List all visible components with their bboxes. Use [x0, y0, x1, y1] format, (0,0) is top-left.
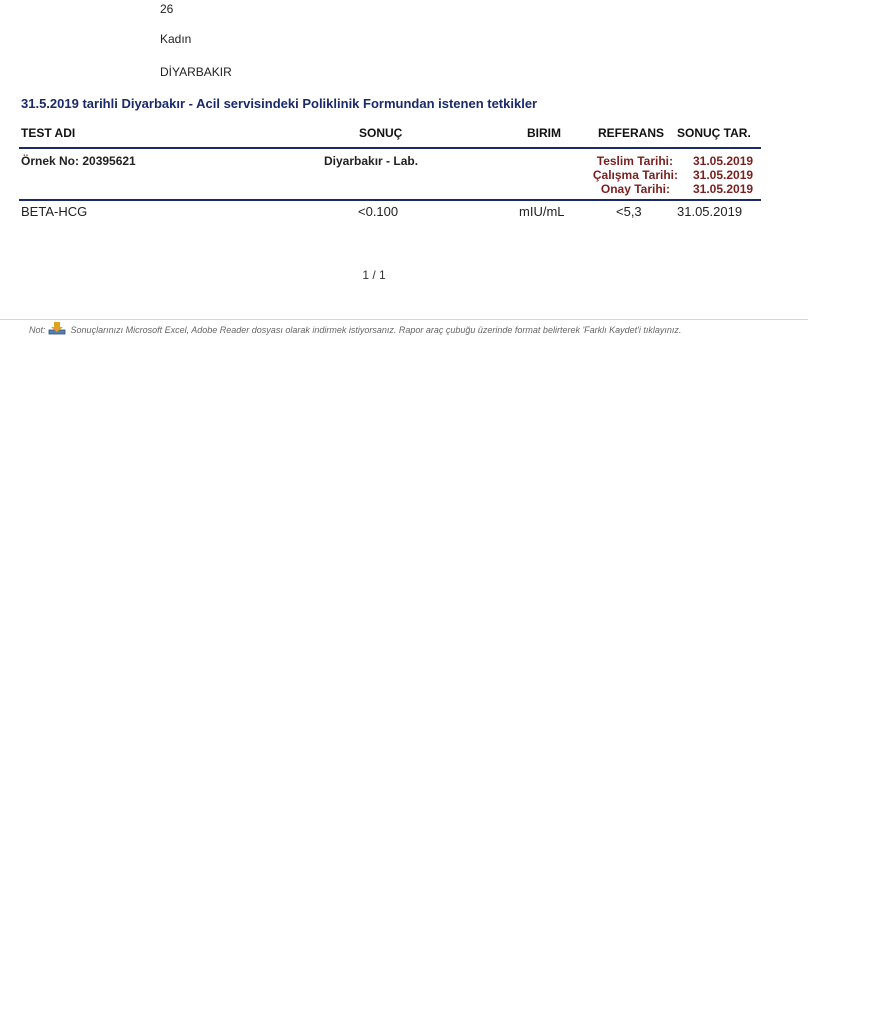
approval-date-label: Onay Tarihi: [600, 182, 670, 196]
download-icon[interactable] [48, 322, 66, 337]
header-result-date: SONUÇ TAR. [677, 126, 751, 140]
header-unit: BIRIM [527, 126, 561, 140]
approval-date-value: 31.05.2019 [693, 182, 754, 196]
page-indicator: 1 / 1 [362, 268, 386, 282]
row-result-date: 31.05.2019 [677, 204, 743, 219]
row-result: <0.100 [358, 204, 399, 219]
section-title: 31.5.2019 tarihli Diyarbakır - Acil servisindeki Poliklinik Formundan istenen tetkikler [21, 96, 538, 111]
sample-number: Örnek No: 20395621 [21, 154, 136, 168]
header-rule [19, 147, 761, 149]
sample-rule [19, 199, 761, 201]
work-date-label: Çalışma Tarihi: [592, 168, 678, 182]
table-row [0, 204, 873, 222]
age-value: 26 [160, 2, 174, 16]
delivery-date-label: Teslim Tarihi: [596, 154, 673, 168]
header-reference: REFERANS [598, 126, 665, 140]
header-result: SONUÇ [359, 126, 403, 140]
gender-value: Kadın [160, 32, 192, 46]
header-test: TEST ADI [21, 126, 76, 140]
delivery-date-value: 31.05.2019 [693, 154, 754, 168]
row-reference: <5,3 [616, 204, 642, 219]
row-unit: mIU/mL [519, 204, 565, 219]
note-prefix: Not: [29, 325, 46, 335]
footer-note [29, 322, 681, 337]
note-text: Sonuçlarınızı Microsoft Excel, Adobe Reader dosyası olarak indirmek istiyorsanız. Rapor araç çubuğu üzerinde format belirterek 'Farklı Kaydet'i tıklayınız. [70, 325, 682, 335]
row-test: BETA-HCG [21, 204, 88, 219]
table-header [0, 126, 873, 144]
work-date-value: 31.05.2019 [693, 168, 754, 182]
institution-value: DİYARBAKIR [160, 65, 232, 79]
lab-name: Diyarbakır - Lab. [324, 154, 419, 168]
sample-row [0, 152, 873, 198]
footer-divider [0, 319, 808, 320]
